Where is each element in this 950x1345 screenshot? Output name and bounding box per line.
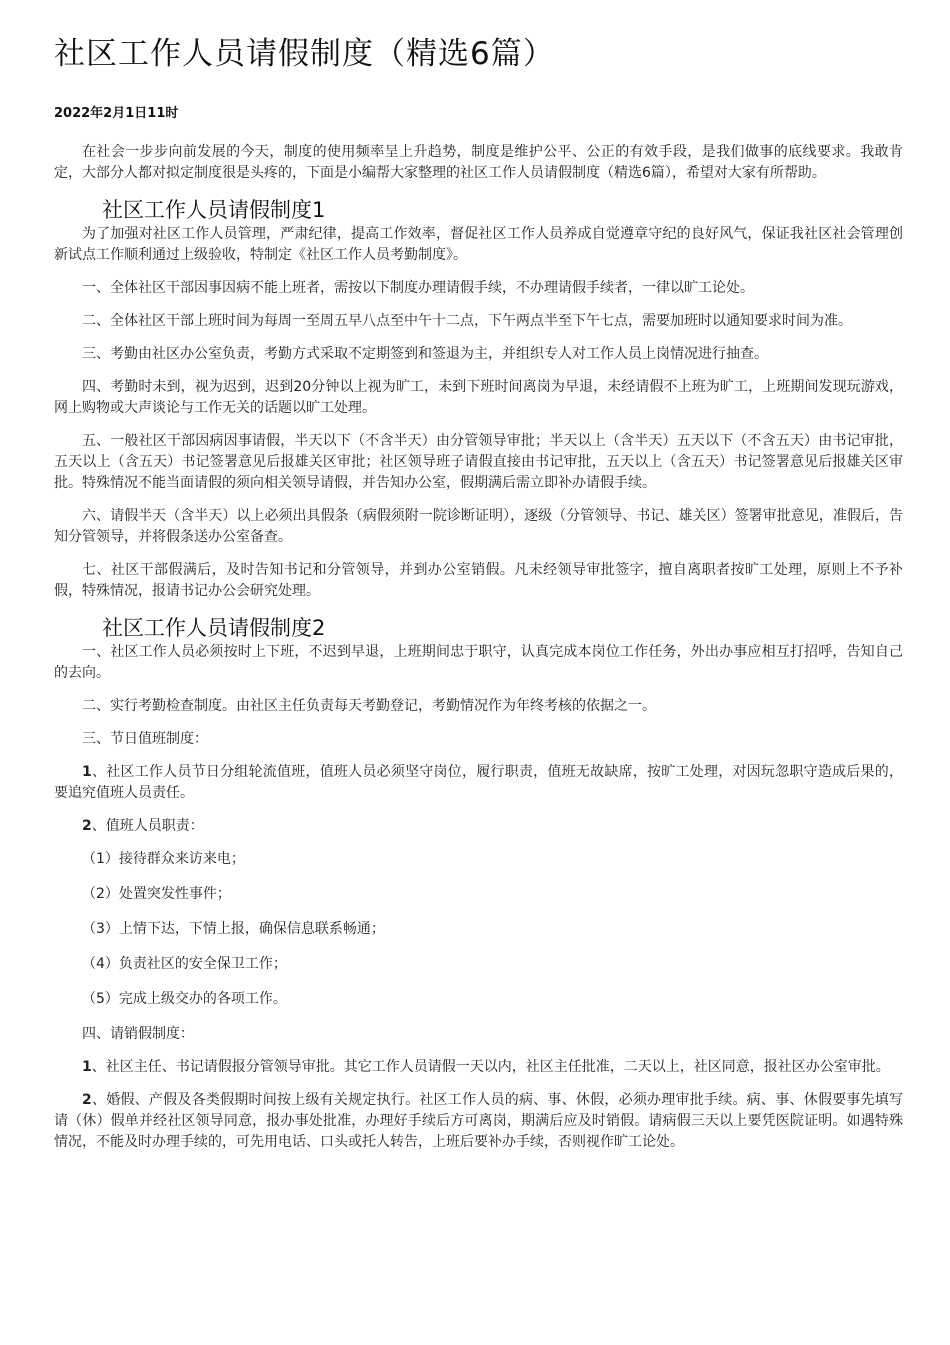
section-1-paragraph: 三、考勤由社区办公室负责，考勤方式采取不定期签到和签退为主，并组织专人对工作人员上岗情况进行抽查。 xyxy=(82,346,768,362)
section-2-paragraph xyxy=(54,762,903,804)
section-2-body xyxy=(54,642,903,1153)
section-1-heading: 社区工作人员请假制度1 xyxy=(102,198,326,222)
duty-text: 上情下达，下情上报，确保信息联系畅通； xyxy=(118,921,385,937)
duty-list-item xyxy=(54,884,903,905)
publish-date: 2022年2月1日11时 xyxy=(54,106,179,121)
item-number: 2 xyxy=(82,818,92,834)
section-1-paragraph: 六、请假半天（含半天）以上必须出具假条（病假须附一院诊断证明），逐级（分管领导、书记、雄关区）签署审批意见，准假后，告知分管领导，并将假条送办公室备查。 xyxy=(54,508,903,545)
section-1-body xyxy=(54,224,903,602)
intro-block xyxy=(54,142,903,184)
section-1-paragraph: 二、全体社区干部上班时间为每周一至周五早八点至中午十二点，下午两点半至下午七点，需要加班时以通知要求时间为准。 xyxy=(82,313,852,329)
section-1-paragraph: 七、社区干部假满后，及时告知书记和分管领导，并到办公室销假。凡未经领导审批签字，擅自离职者按旷工处理，原则上不予补假，特殊情况，报请书记办公会研究处理。 xyxy=(54,562,903,599)
duty-text: 处置突发性事件； xyxy=(118,886,231,902)
duty-list-item xyxy=(54,849,903,870)
duty-list-item xyxy=(54,954,903,975)
item-text: 、社区工作人员节日分组轮流值班，值班人员必须坚守岗位，履行职责，值班无故缺席，按旷工处理，对因玩忽职守造成后果的，要追究值班人员责任。 xyxy=(54,764,903,801)
section-2-paragraph xyxy=(54,1057,903,1078)
duty-number: （5） xyxy=(82,991,119,1007)
duty-text: 完成上级交办的各项工作。 xyxy=(118,991,287,1007)
section-1-paragraph: 五、一般社区干部因病因事请假，半天以下（不含半天）由分管领导审批；半天以上（含半天）五天以下（不含五天）由书记审批，五天以上（含五天）书记签署意见后报雄关区审批；社区领导班子请假直接由书记审批，五天以上（含五天）书记签署意见后报雄关区审批。特殊情况不能当面请假的须向相关领导请假，并告知办公室，假期满后需立即补办请假手续。 xyxy=(54,433,903,491)
duty-text: 接待群众来访来电； xyxy=(118,851,245,867)
section-2-heading: 社区工作人员请假制度2 xyxy=(102,616,326,640)
duty-text: 负责社区的安全保卫工作； xyxy=(118,956,287,972)
section-1-paragraph: 一、全体社区干部因事因病不能上班者，需按以下制度办理请假手续，不办理请假手续者，一律以旷工论处。 xyxy=(82,280,754,296)
duty-list-item xyxy=(54,919,903,940)
section-2-paragraph xyxy=(54,1090,903,1153)
item-number: 2 xyxy=(82,1092,92,1108)
section-2-paragraph: 三、节日值班制度： xyxy=(82,731,208,747)
section-1-paragraph: 四、考勤时未到，视为迟到，迟到20分钟以上视为旷工，未到下班时间离岗为早退，未经请假不上班为旷工，上班期间发现玩游戏，网上购物或大声谈论与工作无关的话题以旷工处理。 xyxy=(54,379,903,416)
section-2-paragraph: 四、请销假制度： xyxy=(82,1026,194,1042)
duty-list-item xyxy=(54,989,903,1010)
duty-number: （2） xyxy=(82,886,119,902)
duty-number: （1） xyxy=(82,851,119,867)
section-2-paragraph: 二、实行考勤检查制度。由社区主任负责每天考勤登记，考勤情况作为年终考核的依据之一。 xyxy=(82,698,656,714)
section-2-paragraph: 一、社区工作人员必须按时上下班，不迟到早退，上班期间忠于职守，认真完成本岗位工作任务，外出办事应相互打招呼，告知自己的去向。 xyxy=(54,644,903,681)
item-text: 、值班人员职责： xyxy=(91,818,204,834)
item-text: 、婚假、产假及各类假期时间按上级有关规定执行。社区工作人员的病、事、休假，必须办理审批手续。病、事、休假要事先填写请（休）假单并经社区领导同意，报办事处批准，办理好手续后方可离岗，期满后应及时销假。请病假三天以上要凭医院证明。如遇特殊情况，不能及时办理手续的，可先用电话、口头或托人转告，上班后要补办手续，否则视作旷工论处。 xyxy=(54,1092,903,1150)
intro-paragraph: 在社会一步步向前发展的今天，制度的使用频率呈上升趋势，制度是维护公平、公正的有效手段，是我们做事的底线要求。我敢肯定，大部分人都对拟定制度很是头疼的，下面是小编帮大家整理的社区工作人员请假制度（精选6篇），希望对大家有所帮助。 xyxy=(54,144,903,181)
item-number: 1 xyxy=(82,764,92,780)
duty-number: （3） xyxy=(82,921,119,937)
item-text: 、社区主任、书记请假报分管领导审批。其它工作人员请假一天以内，社区主任批准，二天以上，社区同意，报社区办公室审批。 xyxy=(91,1059,890,1075)
item-number: 1 xyxy=(82,1059,92,1075)
section-1-paragraph: 为了加强对社区工作人员管理，严肃纪律，提高工作效率，督促社区工作人员养成自觉遵章守纪的良好风气，保证我社区社会管理创新试点工作顺利通过上级验收，特制定《社区工作人员考勤制度》。 xyxy=(54,226,903,263)
section-2-paragraph xyxy=(54,816,903,837)
duty-number: （4） xyxy=(82,956,119,972)
document-title: 社区工作人员请假制度（精选6篇） xyxy=(54,36,555,72)
